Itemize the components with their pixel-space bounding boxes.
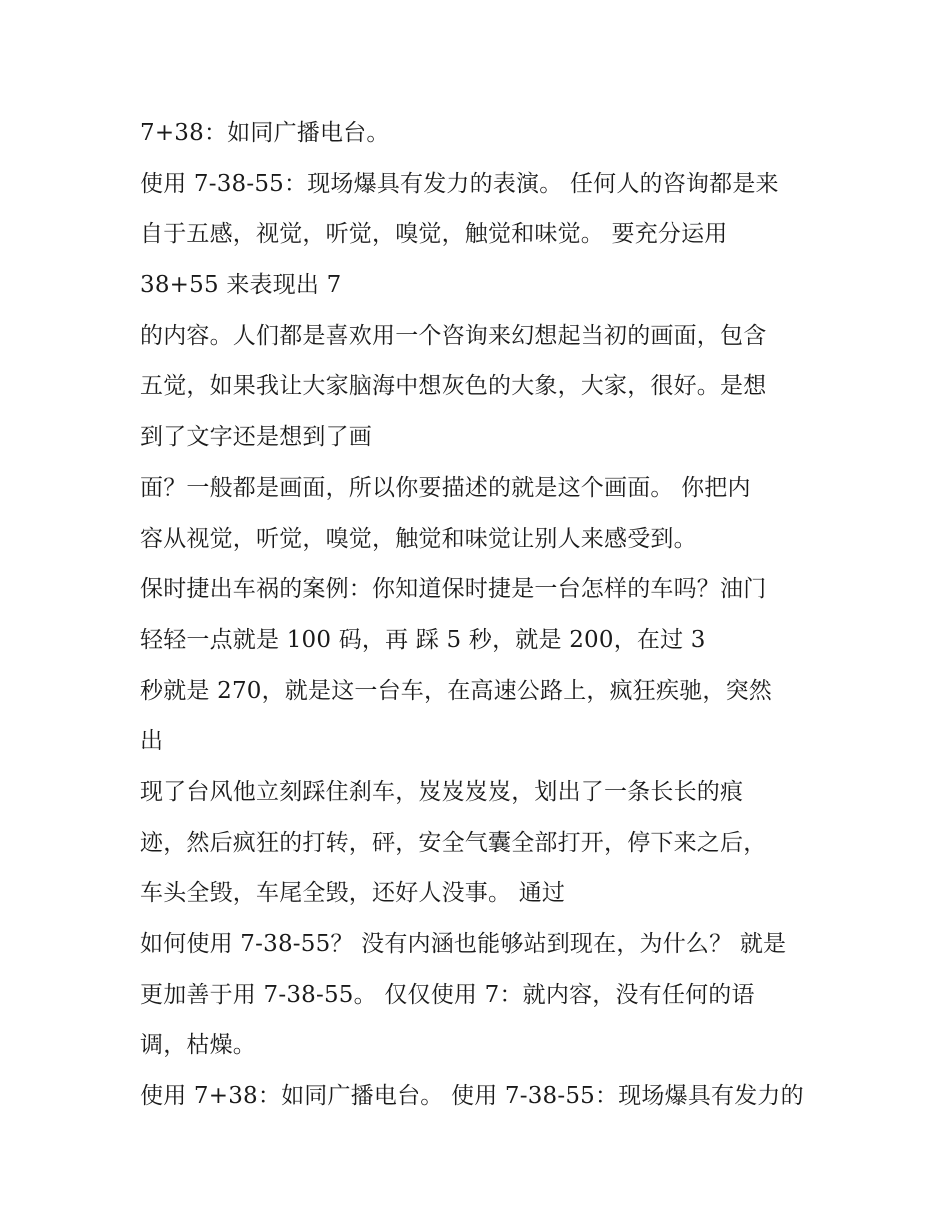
text-line: 现了台风他立刻踩住刹车，岌岌岌岌，划出了一条长长的痕 xyxy=(140,778,744,805)
text-line: 秒就是 270，就是这一台车，在高速公路上，疯狂疾驰，突然 xyxy=(140,677,773,704)
text-line: 车头全毁，车尾全毁，还好人没事。 通过 xyxy=(140,880,566,907)
text-line: 自于五感，视觉，听觉，嗅觉，触觉和味觉。 要充分运用 xyxy=(140,221,728,248)
text-line: 使用 7+38：如同广播电台。 使用 7-38-55：现场爆具有发力的 xyxy=(140,1083,804,1110)
text-line: 到了文字还是想到了画 xyxy=(140,424,372,451)
text-line: 容从视觉，听觉，嗅觉，触觉和味觉让别人来感受到。 xyxy=(140,525,697,552)
text-line: 面？一般都是画面，所以你要描述的就是这个画面。 你把内 xyxy=(140,474,751,501)
text-line: 保时捷出车祸的案例：你知道保时捷是一台怎样的车吗？油门 xyxy=(140,576,767,603)
text-line: 7+38：如同广播电台。 xyxy=(140,120,390,146)
text-line: 38+55 来表现出 7 xyxy=(140,272,342,299)
text-line: 使用 7-38-55：现场爆具有发力的表演。 任何人的咨询都是来 xyxy=(140,170,779,197)
text-line: 五觉，如果我让大家脑海中想灰色的大象，大家，很好。是想 xyxy=(140,373,767,400)
text-line: 的内容。人们都是喜欢用一个咨询来幻想起当初的画面，包含 xyxy=(140,322,767,349)
text-line: 调，枯燥。 xyxy=(140,1032,256,1059)
text-line: 轻轻一点就是 100 码，再 踩 5 秒，就是 200，在过 3 xyxy=(140,626,706,653)
text-line: 如何使用 7-38-55？ 没有内涵也能够站到现在，为什么？ 就是 xyxy=(140,931,787,957)
document-body xyxy=(140,108,840,1122)
text-line: 出 xyxy=(140,728,164,755)
text-line: 迹，然后疯狂的打转，砰，安全气囊全部打开，停下来之后， xyxy=(140,829,767,856)
text-line: 更加善于用 7-38-55。 仅仅使用 7：就内容，没有任何的语 xyxy=(140,981,755,1008)
